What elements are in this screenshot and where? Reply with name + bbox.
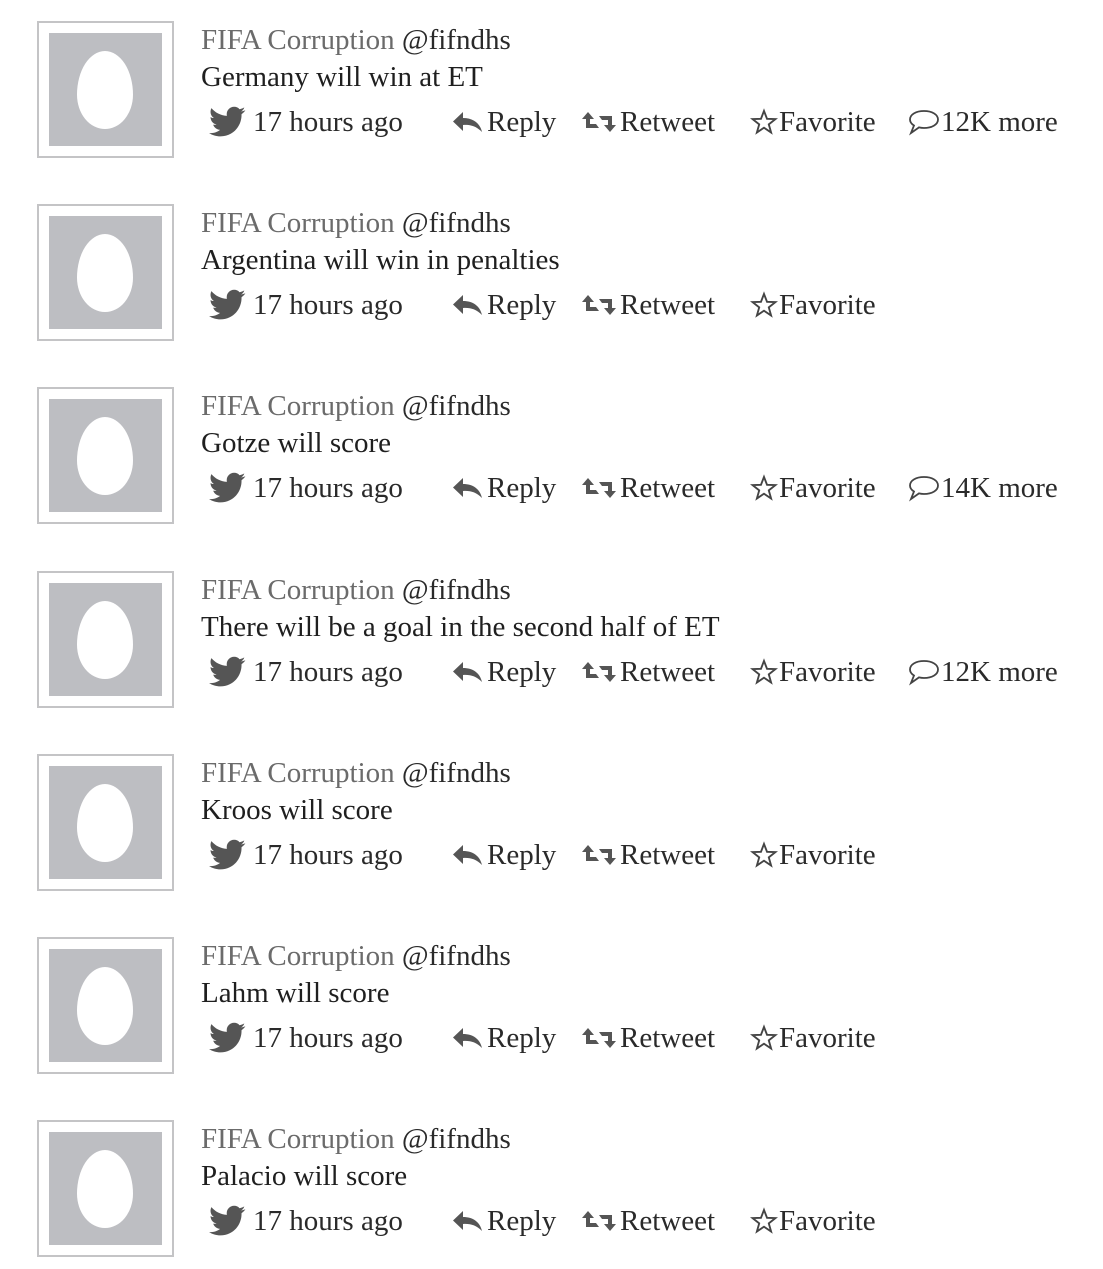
speech-bubble-icon [908,108,940,136]
retweet-label[interactable]: Retweet [620,472,716,504]
reply-label[interactable]: Reply [487,289,557,321]
favorite-label[interactable]: Favorite [779,1022,876,1054]
reply-arrow-icon [452,111,484,133]
favorite-label[interactable]: Favorite [779,1205,876,1237]
star-outline-icon [750,108,778,136]
retweet-icon [582,111,616,133]
tweet-actions [0,831,1103,879]
timestamp[interactable]: 17 hours ago [253,1205,403,1237]
author-handle[interactable]: @fifndhs [401,390,511,422]
favorite-label[interactable]: Favorite [779,656,876,688]
timestamp-link[interactable] [209,281,403,329]
star-outline-icon [750,291,778,319]
tweet-actions [0,648,1103,696]
reply-arrow-icon [452,1210,484,1232]
reply-button[interactable] [452,648,556,696]
author-name[interactable]: FIFA Corruption [201,940,395,972]
retweet-icon [582,844,616,866]
tweet-actions [0,98,1103,146]
twitter-bird-icon [209,656,246,688]
author-handle[interactable]: @fifndhs [401,1123,511,1155]
author-name[interactable]: FIFA Corruption [201,390,395,422]
reply-button[interactable] [452,281,556,329]
tweet-header [201,1119,511,1159]
reply-arrow-icon [452,661,484,683]
tweet [0,550,1103,733]
favorite-button[interactable] [750,1197,876,1245]
timestamp[interactable]: 17 hours ago [253,1022,403,1054]
timestamp-link[interactable] [209,1014,403,1062]
more-replies-link[interactable] [908,98,1058,146]
reply-label[interactable]: Reply [487,106,557,138]
reply-arrow-icon [452,844,484,866]
tweet-text: Germany will win at ET [201,61,483,93]
reply-arrow-icon [452,477,484,499]
author-name[interactable]: FIFA Corruption [201,24,395,56]
tweet-header [201,20,511,60]
tweet [0,0,1103,183]
favorite-label[interactable]: Favorite [779,472,876,504]
reply-label[interactable]: Reply [487,656,557,688]
timestamp[interactable]: 17 hours ago [253,839,403,871]
twitter-bird-icon [209,1205,246,1237]
tweet-text: Argentina will win in penalties [201,244,560,276]
reply-button[interactable] [452,1014,556,1062]
favorite-button[interactable] [750,98,876,146]
favorite-button[interactable] [750,831,876,879]
tweet [0,733,1103,916]
favorite-label[interactable]: Favorite [779,839,876,871]
tweet [0,183,1103,366]
author-name[interactable]: FIFA Corruption [201,1123,395,1155]
tweet-header [201,570,511,610]
more-replies-label[interactable]: 14K more [941,472,1058,504]
reply-label[interactable]: Reply [487,472,557,504]
timestamp[interactable]: 17 hours ago [253,472,403,504]
twitter-bird-icon [209,289,246,321]
retweet-label[interactable]: Retweet [620,1205,716,1237]
star-outline-icon [750,1207,778,1235]
timestamp-link[interactable] [209,648,403,696]
star-outline-icon [750,841,778,869]
favorite-label[interactable]: Favorite [779,289,876,321]
retweet-icon [582,1027,616,1049]
tweet-actions [0,1014,1103,1062]
reply-arrow-icon [452,294,484,316]
author-handle[interactable]: @fifndhs [401,24,511,56]
favorite-button[interactable] [750,281,876,329]
reply-button[interactable] [452,464,556,512]
retweet-button[interactable] [582,281,715,329]
tweet-actions [0,464,1103,512]
timestamp[interactable]: 17 hours ago [253,106,403,138]
twitter-bird-icon [209,1022,246,1054]
reply-button[interactable] [452,831,556,879]
timestamp-link[interactable] [209,464,403,512]
retweet-button[interactable] [582,98,715,146]
star-outline-icon [750,1024,778,1052]
author-handle[interactable]: @fifndhs [401,207,511,239]
tweet-text: Palacio will score [201,1160,408,1192]
tweet-text: Gotze will score [201,427,392,459]
author-name[interactable]: FIFA Corruption [201,757,395,789]
retweet-icon [582,1210,616,1232]
tweet-actions [0,281,1103,329]
timestamp-link[interactable] [209,1197,403,1245]
favorite-button[interactable] [750,648,876,696]
more-replies-link[interactable] [908,464,1058,512]
speech-bubble-icon [908,658,940,686]
timestamp-link[interactable] [209,98,403,146]
speech-bubble-icon [908,474,940,502]
tweet-text: There will be a goal in the second half of ET [201,611,720,643]
author-name[interactable]: FIFA Corruption [201,574,395,606]
reply-label[interactable]: Reply [487,839,557,871]
author-handle[interactable]: @fifndhs [401,574,511,606]
author-name[interactable]: FIFA Corruption [201,207,395,239]
star-outline-icon [750,474,778,502]
retweet-button[interactable] [582,648,715,696]
tweet-header [201,203,511,243]
favorite-label[interactable]: Favorite [779,106,876,138]
retweet-icon [582,477,616,499]
tweet [0,916,1103,1099]
tweet-actions [0,1197,1103,1245]
reply-button[interactable] [452,1197,556,1245]
retweet-button[interactable] [582,464,715,512]
star-outline-icon [750,658,778,686]
twitter-bird-icon [209,839,246,871]
reply-label[interactable]: Reply [487,1205,557,1237]
author-handle[interactable]: @fifndhs [401,757,511,789]
more-replies-label[interactable]: 12K more [941,106,1058,138]
twitter-bird-icon [209,472,246,504]
retweet-label[interactable]: Retweet [620,1022,716,1054]
tweet [0,366,1103,549]
twitter-bird-icon [209,106,246,138]
author-handle[interactable]: @fifndhs [401,940,511,972]
tweet-text: Kroos will score [201,794,393,826]
tweet [0,1099,1103,1269]
more-replies-label[interactable]: 12K more [941,656,1058,688]
timestamp[interactable]: 17 hours ago [253,289,403,321]
more-replies-link[interactable] [908,648,1058,696]
reply-arrow-icon [452,1027,484,1049]
tweet-header [201,753,511,793]
retweet-icon [582,294,616,316]
retweet-icon [582,661,616,683]
retweet-button[interactable] [582,1014,715,1062]
favorite-button[interactable] [750,464,876,512]
tweet-text: Lahm will score [201,977,390,1009]
timestamp-link[interactable] [209,831,403,879]
favorite-button[interactable] [750,1014,876,1062]
reply-button[interactable] [452,98,556,146]
tweet-header [201,936,511,976]
retweet-label[interactable]: Retweet [620,106,716,138]
retweet-button[interactable] [582,831,715,879]
timestamp[interactable]: 17 hours ago [253,656,403,688]
tweet-header [201,386,511,426]
retweet-button[interactable] [582,1197,715,1245]
reply-label[interactable]: Reply [487,1022,557,1054]
retweet-label[interactable]: Retweet [620,656,716,688]
retweet-label[interactable]: Retweet [620,839,716,871]
retweet-label[interactable]: Retweet [620,289,716,321]
